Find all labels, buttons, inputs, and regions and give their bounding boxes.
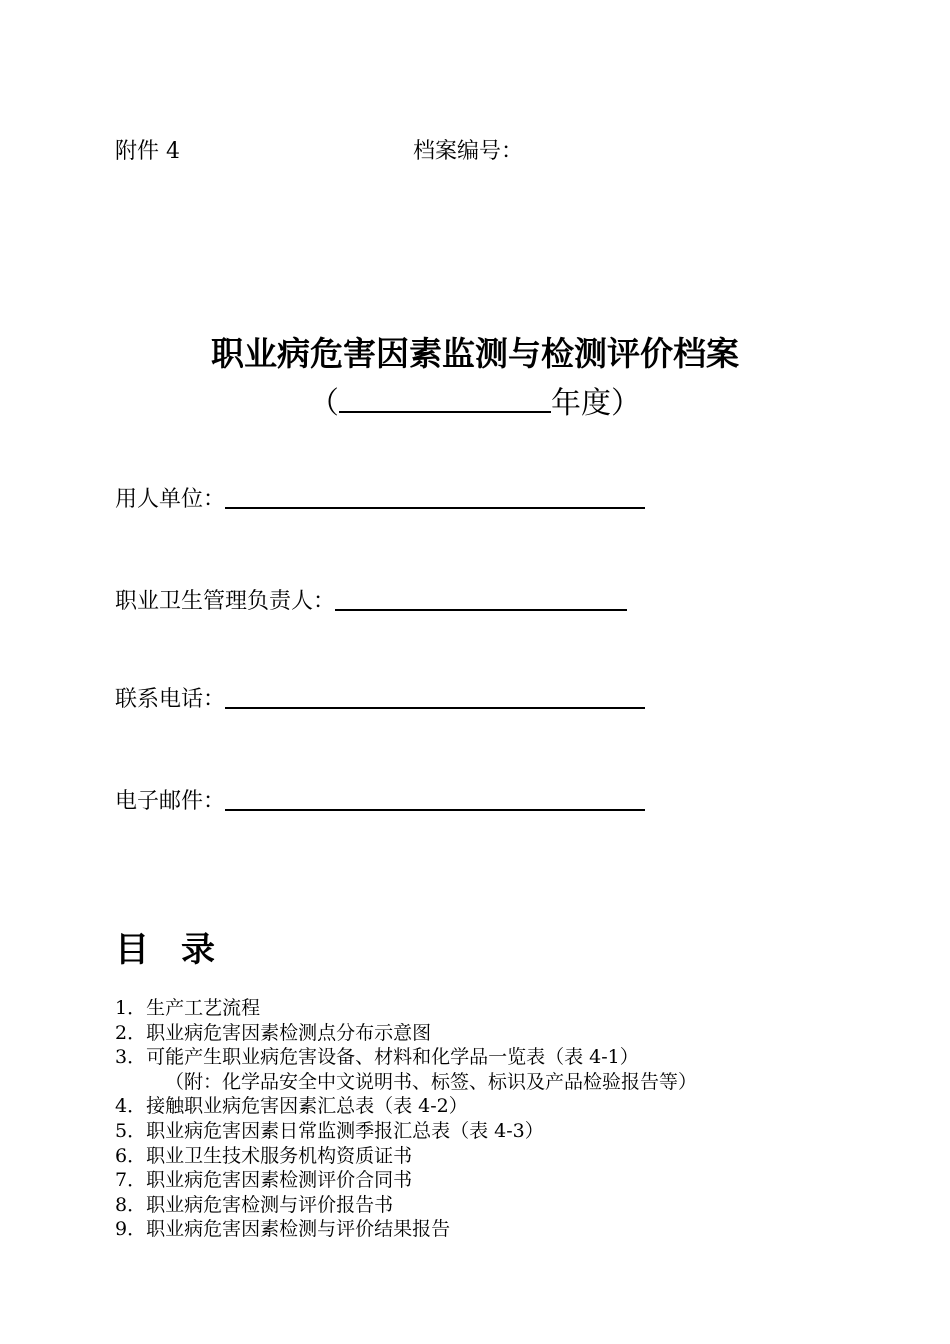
- year-open-paren: （: [309, 386, 339, 421]
- manager-blank[interactable]: [335, 609, 627, 611]
- toc-item: 4．接触职业病危害因素汇总表（表 4-2）: [115, 1095, 468, 1118]
- toc-title-char-1: 目: [115, 930, 149, 970]
- toc-list: [115, 996, 697, 1242]
- year-blank-field[interactable]: [339, 383, 551, 413]
- employer-field: [115, 482, 645, 513]
- employer-blank[interactable]: [225, 507, 645, 509]
- year-suffix: 年度）: [551, 386, 641, 421]
- toc-title-char-2: 录: [181, 930, 215, 970]
- toc-item: 7．职业病危害因素检测评价合同书: [115, 1169, 413, 1192]
- toc-item: 3．可能产生职业病危害设备、材料和化学品一览表（表 4-1）: [115, 1046, 639, 1069]
- phone-label: 联系电话：: [115, 687, 226, 712]
- manager-field: [115, 584, 627, 615]
- attachment-label: 附件 4: [115, 139, 180, 164]
- toc-item: 9．职业病危害因素检测与评价结果报告: [115, 1218, 451, 1241]
- toc-item: 2．职业病危害因素检测点分布示意图: [115, 1021, 432, 1044]
- year-line: [0, 378, 950, 422]
- toc-title: [115, 922, 215, 971]
- toc-item: 1．生产工艺流程: [115, 997, 261, 1019]
- manager-label: 职业卫生管理负责人：: [115, 589, 336, 614]
- archive-number-label: 档案编号：: [413, 139, 524, 164]
- employer-label: 用人单位：: [115, 487, 226, 512]
- toc-item-note: （附：化学品安全中文说明书、标签、标识及产品检验报告等）: [165, 1070, 698, 1093]
- email-blank[interactable]: [225, 809, 645, 811]
- phone-field: [115, 682, 645, 713]
- toc-item: 5．职业病危害因素日常监测季报汇总表（表 4-3）: [115, 1119, 544, 1142]
- toc-item: 8．职业病危害检测与评价报告书: [115, 1193, 394, 1216]
- email-label: 电子邮件：: [115, 789, 226, 814]
- document-title: 职业病危害因素监测与检测评价档案: [211, 334, 739, 373]
- email-field: [115, 784, 645, 815]
- toc-item: 6．职业卫生技术服务机构资质证书: [115, 1144, 413, 1167]
- phone-blank[interactable]: [225, 707, 645, 709]
